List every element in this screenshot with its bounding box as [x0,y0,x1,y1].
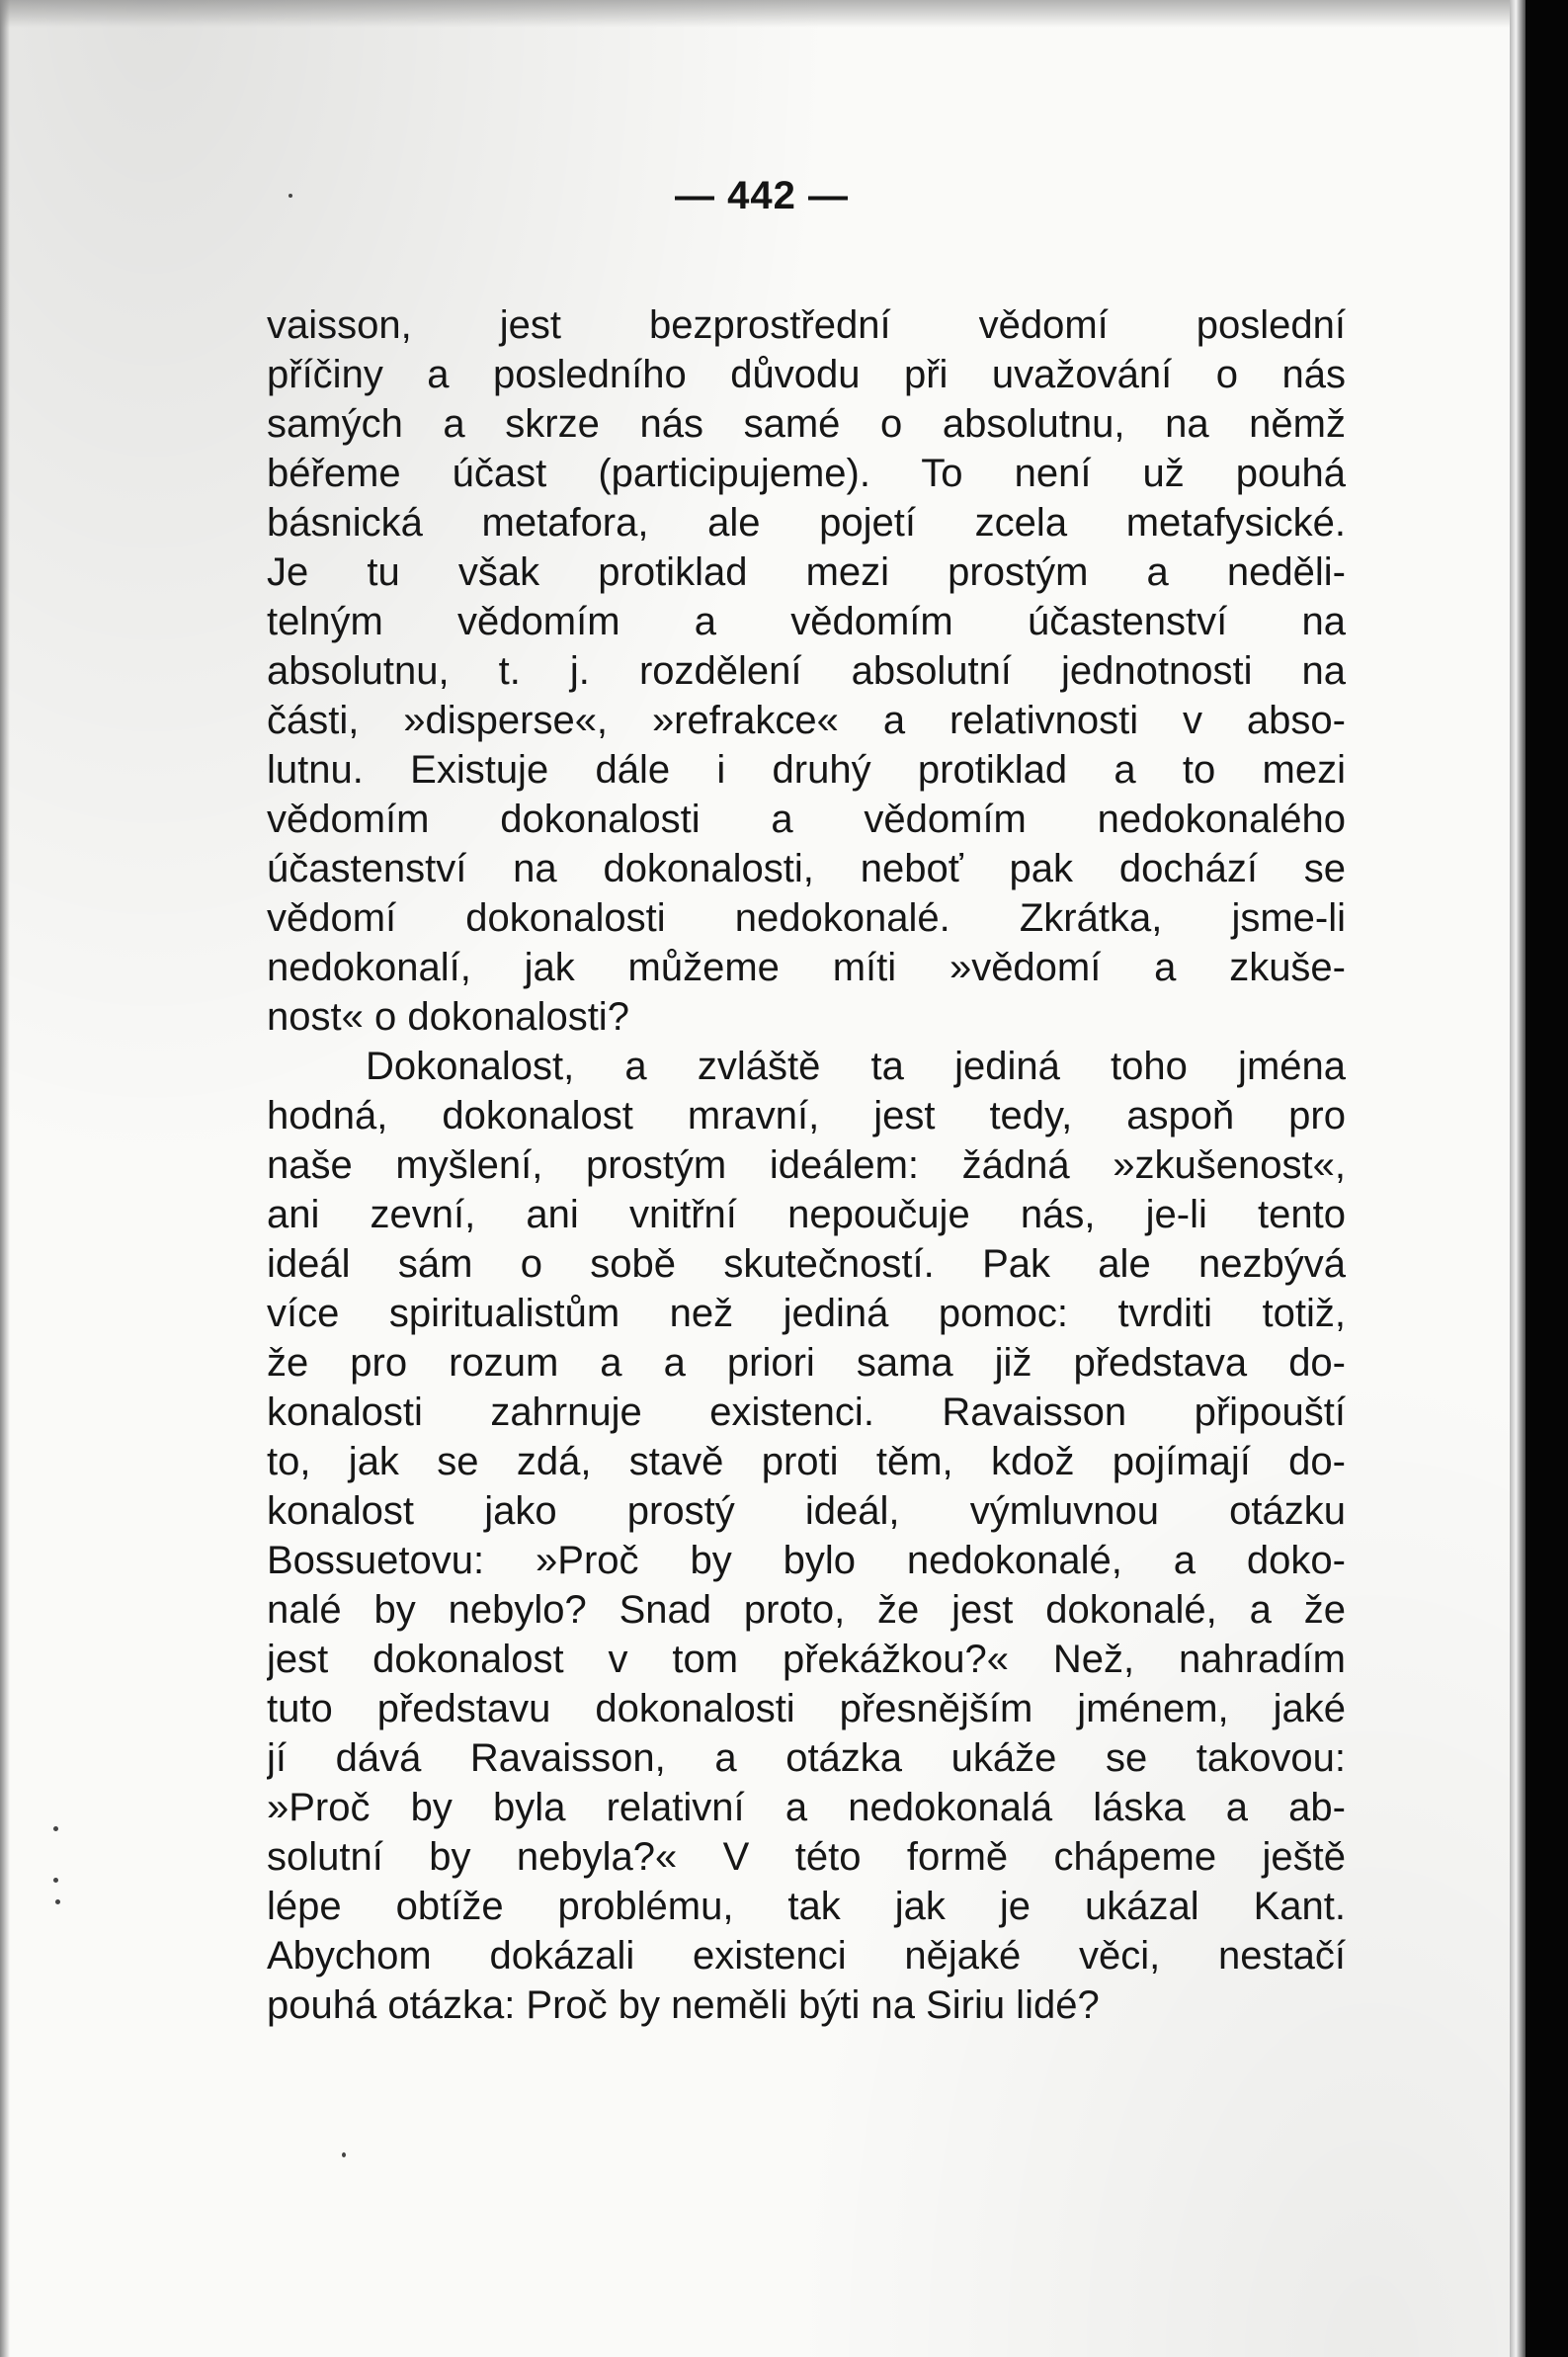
page-binding-edge [1510,0,1526,2357]
text-line: básnická metafora, ale pojetí zcela metafysické. [267,501,1346,545]
scan-speck [53,1826,58,1831]
text-line: lépe obtíže problému, tak jak je ukázal Kant. [267,1885,1346,1928]
text-line: samých a skrze nás samé o absolutnu, na němž [267,402,1346,446]
text-line: příčiny a posledního důvodu při uvažování o nás [267,353,1346,396]
text-line: jest dokonalost v tom překážkou?« Než, nahradím [267,1638,1346,1681]
text-line: nost« o dokonalosti? [267,995,629,1039]
scan-speck [55,1899,60,1904]
text-line: »Proč by byla relativní a nedokonalá láska a ab- [267,1786,1346,1829]
text-line: naše myšlení, prostým ideálem: žádná »zkušenost«, [267,1143,1346,1187]
text-line: ani zevní, ani vnitřní nepoučuje nás, je-li tento [267,1193,1346,1236]
paragraph-1 [267,300,1346,1042]
text-line: jí dává Ravaisson, a otázka ukáže se takovou: [267,1736,1346,1780]
text-line: vědomí dokonalosti nedokonalé. Zkrátka, jsme-li [267,896,1346,940]
text-line: tuto představu dokonalosti přesnějším jménem, jaké [267,1687,1346,1730]
text-line: Je tu však protiklad mezi prostým a neděli- [267,550,1346,594]
text-line: Abychom dokázali existenci nějaké věci, nestačí [267,1934,1346,1978]
text-line: absolutnu, t. j. rozdělení absolutní jednotnosti na [267,649,1346,693]
text-line: lutnu. Existuje dále i druhý protiklad a to mezi [267,748,1346,792]
text-line: více spiritualistům než jediná pomoc: tvrditi totiž, [267,1292,1346,1335]
text-line: konalost jako prostý ideál, výmluvnou otázku [267,1489,1346,1533]
text-line: pouhá otázka: Proč by neměli býti na Siriu lidé? [267,1983,1100,2027]
text-line: ideál sám o sobě skutečností. Pak ale nezbývá [267,1242,1346,1286]
text-line: nalé by nebylo? Snad proto, že jest dokonalé, a že [267,1588,1346,1632]
page-left-shadow [0,0,10,2357]
text-line: části, »disperse«, »refrakce« a relativnosti v abso- [267,699,1346,742]
text-line: telným vědomím a vědomím účastenství na [267,600,1346,643]
scan-speck [53,1878,58,1883]
text-line: nedokonalí, jak můžeme míti »vědomí a zkuše- [267,946,1346,989]
scan-speck [342,2152,346,2157]
text-line: to, jak se zdá, stavě proti těm, kdož pojímají do- [267,1440,1346,1483]
text-line: že pro rozum a a priori sama již představa do- [267,1341,1346,1385]
text-line: béřeme účast (participujeme). To není už pouhá [267,452,1346,495]
text-line: solutní by nebyla?« V této formě chápeme ještě [267,1835,1346,1879]
page-top-shadow [0,0,1524,28]
text-line: účastenství na dokonalosti, neboť pak dochází se [267,847,1346,890]
text-line: Dokonalost, a zvláště ta jediná toho jména [366,1045,1346,1088]
body-text [267,300,1346,2030]
text-line: konalosti zahrnuje existenci. Ravaisson připouští [267,1390,1346,1434]
text-line: Bossuetovu: »Proč by bylo nedokonalé, a doko- [267,1539,1346,1582]
page-number: — 442 — [675,174,849,217]
text-line: hodná, dokonalost mravní, jest tedy, aspoň pro [267,1094,1346,1137]
scan-speck [289,194,292,198]
text-line: vaisson, jest bezprostřední vědomí poslední [267,303,1346,347]
paragraph-2 [267,1042,1346,2030]
text-line: vědomím dokonalosti a vědomím nedokonalého [267,798,1346,841]
